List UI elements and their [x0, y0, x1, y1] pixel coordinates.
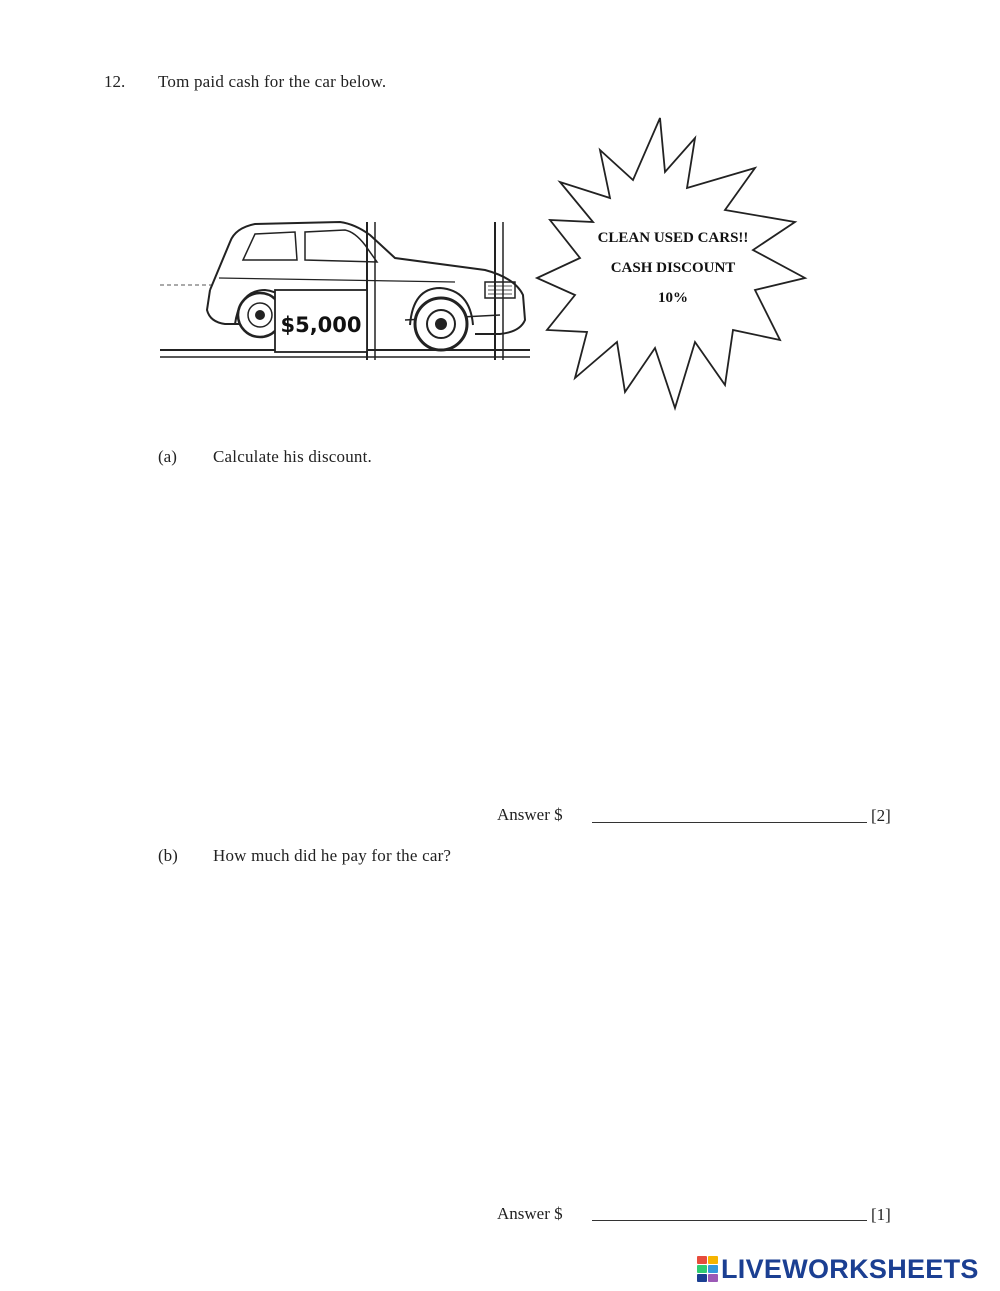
logo-block-blue [708, 1265, 718, 1273]
part-a-marks: [2] [871, 806, 891, 825]
part-b-answer-label: Answer $ [497, 1204, 563, 1223]
sign-line-1: CLEAN USED CARS!! [597, 230, 749, 246]
part-a-answer-label: Answer $ [497, 805, 563, 824]
logo-block-green [697, 1265, 707, 1273]
car-illustration [155, 110, 825, 420]
part-a-answer-line[interactable] [592, 822, 867, 823]
logo-block-navy [697, 1274, 707, 1282]
logo-block-red [697, 1256, 707, 1264]
front-wheel [410, 288, 473, 350]
sign-line-2: CASH DISCOUNT [610, 260, 736, 276]
sign-line-3: 10% [658, 290, 688, 306]
price-tag: $5,000 [280, 313, 362, 337]
part-b-label: (b) [158, 846, 178, 865]
question-number: 12. [104, 72, 126, 91]
logo-block-yellow [708, 1256, 718, 1264]
logo-block-purple [708, 1274, 718, 1282]
liveworksheets-logo[interactable] [697, 1254, 979, 1284]
logo-blocks-icon [697, 1256, 717, 1282]
part-a-text: Calculate his discount. [213, 447, 372, 466]
question-text: Tom paid cash for the car below. [158, 72, 387, 91]
part-a-label: (a) [158, 447, 177, 466]
part-b-answer-line[interactable] [592, 1220, 867, 1221]
logo-wordmark: LIVEWORKSHEETS [721, 1253, 979, 1284]
part-b-marks: [1] [871, 1205, 891, 1224]
part-b-text: How much did he pay for the car? [213, 846, 452, 865]
